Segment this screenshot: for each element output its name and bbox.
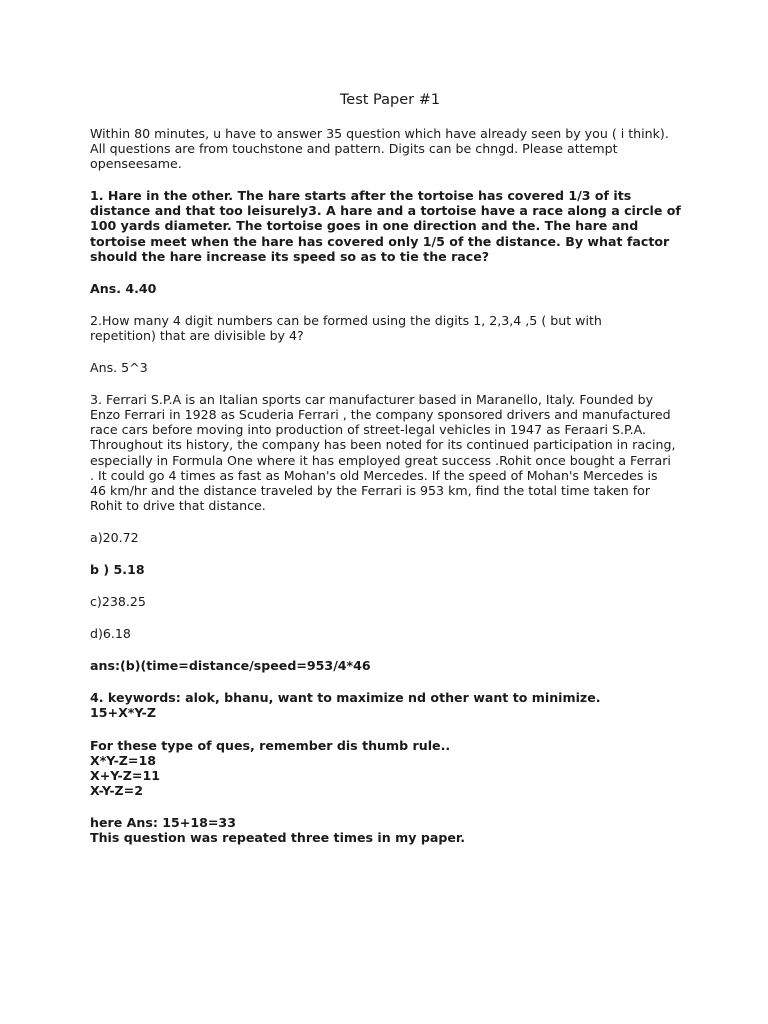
- option-c: c)238.25: [90, 594, 146, 610]
- question-3-line: Rohit to drive that distance.: [90, 497, 266, 513]
- question-1-line: 1. Hare in the other. The hare starts after the tortoise has covered 1/3 of its: [90, 188, 632, 204]
- question-3-line: 46 km/hr and the distance traveled by the Ferrari is 953 km, find the total time taken for: [90, 482, 651, 498]
- intro-line: All questions are from touchstone and pattern. Digits can be chngd. Please attempt: [90, 141, 618, 157]
- thumb-rule: [90, 738, 690, 798]
- question-4-line: 4. keywords: alok, bhanu, want to maximize nd other want to minimize.: [90, 690, 601, 706]
- question-3-line: race cars before moving into production of street-legal vehicles in 1947 as Feraari S.P.A.: [90, 422, 646, 438]
- question-3: [90, 392, 690, 513]
- question-3-line: Enzo Ferrari in 1928 as Scuderia Ferrari , the company sponsored drivers and manufactured: [90, 407, 671, 423]
- question-3-line: especially in Formula One where it has employed great success .Rohit once bought a Ferrari: [90, 452, 671, 468]
- question-3-line: Throughout its history, the company has been noted for its continued participation in racing,: [90, 437, 676, 453]
- intro-paragraph: [90, 126, 690, 171]
- question-1: [90, 188, 690, 263]
- question-3-answer: ans:(b)(time=distance/speed=953/4*46: [90, 658, 371, 674]
- question-4-answer-line: here Ans: 15+18=33: [90, 814, 236, 830]
- option-b: b ) 5.18: [90, 561, 145, 577]
- question-3-line: 3. Ferrari S.P.A is an Italian sports car manufacturer based in Maranello, Italy. Founded by: [90, 392, 654, 408]
- option-a: a)20.72: [90, 529, 139, 545]
- option-d: d)6.18: [90, 626, 131, 642]
- intro-line: openseesame.: [90, 156, 182, 172]
- question-1-line: should the hare increase its speed so as to tie the race?: [90, 248, 490, 264]
- question-2-answer: Ans. 5^3: [90, 360, 148, 376]
- question-1-answer: Ans. 4.40: [90, 280, 157, 296]
- question-4-answer: [90, 815, 690, 845]
- thumb-rule-line: X-Y-Z=2: [90, 782, 143, 798]
- question-1-line: distance and that too leisurely3. A hare and a tortoise have a race along a circle of: [90, 203, 681, 219]
- thumb-rule-line: X+Y-Z=11: [90, 767, 160, 783]
- question-3-line: . It could go 4 times as fast as Mohan's old Mercedes. If the speed of Mohan's Mercedes is: [90, 467, 658, 483]
- question-2: [90, 313, 690, 343]
- question-1-line: tortoise meet when the hare has covered only 1/5 of the distance. By what factor: [90, 233, 670, 249]
- thumb-rule-line: X*Y-Z=18: [90, 752, 156, 768]
- question-4-answer-line: This question was repeated three times in my paper.: [90, 830, 466, 845]
- intro-line: Within 80 minutes, u have to answer 35 question which have already seen by you ( i think).: [90, 126, 669, 141]
- question-4: [90, 690, 690, 720]
- document-page: [90, 92, 690, 862]
- thumb-rule-line: For these type of ques, remember dis thumb rule..: [90, 737, 451, 753]
- question-2-line: 2.How many 4 digit numbers can be formed using the digits 1, 2,3,4 ,5 ( but with: [90, 312, 602, 328]
- question-1-line: 100 yards diameter. The tortoise goes in one direction and the. The hare and: [90, 218, 639, 234]
- page-title: Test Paper #1: [339, 92, 441, 108]
- question-2-line: repetition) that are divisible by 4?: [90, 327, 304, 343]
- question-4-line: 15+X*Y-Z: [90, 705, 156, 721]
